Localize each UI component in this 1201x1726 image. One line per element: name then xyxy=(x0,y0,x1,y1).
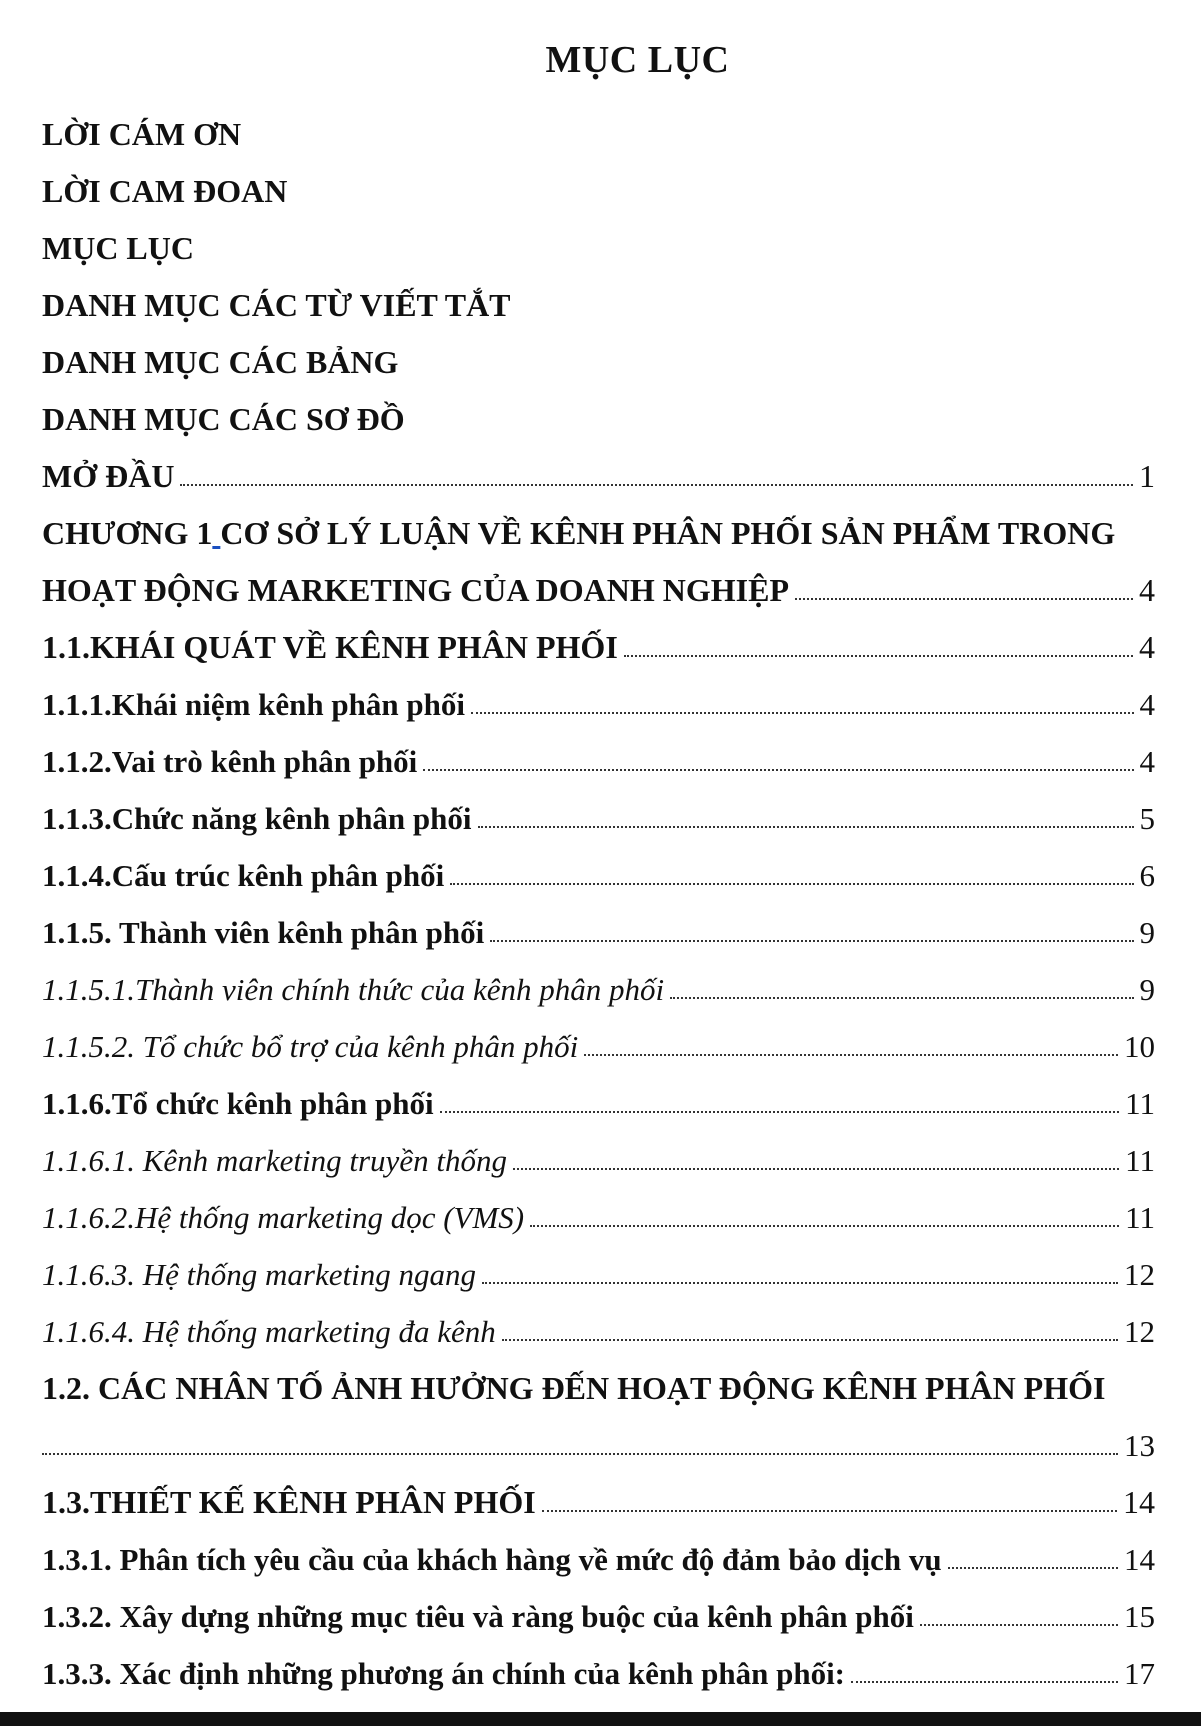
page-number: 9 xyxy=(1139,971,1155,1007)
dot-leader xyxy=(471,712,1134,714)
toc-entry-1-1-6-4[interactable] xyxy=(42,1293,1155,1350)
toc-entry-text: 1.1.3.Chức năng kênh phân phối xyxy=(42,800,472,836)
toc-entry-text: 1.2. CÁC NHÂN TỐ ẢNH HƯỞNG ĐẾN HOẠT ĐỘNG KÊNH PHÂN PHỐI xyxy=(42,1370,1106,1406)
toc-entry-loi-cam-doan[interactable] xyxy=(42,153,1155,210)
toc-entry-muc-luc[interactable] xyxy=(42,210,1155,267)
page-number: 12 xyxy=(1124,1256,1155,1292)
toc-entry-1-1-6-2[interactable] xyxy=(42,1179,1155,1236)
toc-entry-text: MỞ ĐẦU xyxy=(42,457,175,494)
dot-leader xyxy=(440,1111,1120,1113)
toc-entry-text: DANH MỤC CÁC BẢNG xyxy=(42,343,399,380)
dot-leader xyxy=(851,1681,1118,1683)
toc-entry-diagrams[interactable] xyxy=(42,381,1155,438)
page-number: 4 xyxy=(1139,571,1155,608)
page-number: 11 xyxy=(1125,1199,1155,1235)
page-number: 17 xyxy=(1124,1655,1155,1691)
dot-leader xyxy=(542,1510,1117,1512)
toc-entry-1-1-2[interactable] xyxy=(42,723,1155,780)
dot-leader xyxy=(450,883,1133,885)
toc-entry-text: LỜI CÁM ƠN xyxy=(42,115,242,152)
dot-leader xyxy=(670,997,1133,999)
page-number: 4 xyxy=(1139,743,1155,779)
dot-leader xyxy=(42,1453,1118,1455)
toc-entry-text: 1.3.2. Xây dựng những mục tiêu và ràng buộc của kênh phân phối xyxy=(42,1598,914,1634)
toc-entry-text: 1.1.6.2.Hệ thống marketing dọc (VMS) xyxy=(42,1199,525,1235)
toc-entry-1-3-3[interactable] xyxy=(42,1635,1155,1692)
toc-entry-1-1-6-1[interactable] xyxy=(42,1122,1155,1179)
chapter-number: CHƯƠNG 1 xyxy=(42,515,213,551)
toc-entry-text: 1.1.6.1. Kênh marketing truyền thống xyxy=(42,1142,507,1178)
toc-entry-text: 1.3.3. Xác định những phương án chính của kênh phân phối: xyxy=(42,1655,846,1691)
toc-entry-1-1-4[interactable] xyxy=(42,837,1155,894)
link-marker xyxy=(212,515,220,552)
page-number: 4 xyxy=(1139,628,1155,665)
toc-entry-loi-cam-on[interactable] xyxy=(42,96,1155,153)
toc-entry-text: 1.1.6.4. Hệ thống marketing đa kênh xyxy=(42,1313,496,1349)
dot-leader xyxy=(584,1054,1118,1056)
dot-leader xyxy=(624,655,1133,657)
toc-entry-text: LỜI CAM ĐOAN xyxy=(42,172,288,209)
toc-entry-tables[interactable] xyxy=(42,324,1155,381)
toc-entry-text: 1.1.5. Thành viên kênh phân phối xyxy=(42,914,485,950)
toc-entry-mo-dau[interactable] xyxy=(42,438,1155,495)
page-number: 6 xyxy=(1139,857,1155,893)
page-number: 15 xyxy=(1124,1598,1155,1634)
toc-entry-1-1-6[interactable] xyxy=(42,1065,1155,1122)
page-number: 13 xyxy=(1124,1427,1155,1463)
dot-leader xyxy=(502,1339,1118,1341)
dot-leader xyxy=(478,826,1134,828)
dot-leader xyxy=(482,1282,1118,1284)
dot-leader xyxy=(920,1624,1118,1626)
dot-leader xyxy=(180,484,1133,486)
toc-entry-1-1-5-2[interactable] xyxy=(42,1008,1155,1065)
page-number: 4 xyxy=(1139,686,1155,722)
chapter-title-part-1: CƠ SỞ LÝ LUẬN VỀ KÊNH PHÂN PHỐI SẢN PHẨM TRONG xyxy=(220,515,1116,551)
toc-entry-text: 1.1.6.Tổ chức kênh phân phối xyxy=(42,1085,434,1121)
toc-entry-chapter-1-line-2[interactable] xyxy=(42,552,1155,609)
page-number: 12 xyxy=(1124,1313,1155,1349)
toc-entry-1-1-1[interactable] xyxy=(42,666,1155,723)
toc-entry-text: MỤC LỤC xyxy=(42,229,194,266)
toc-entry-1-1[interactable] xyxy=(42,609,1155,666)
toc-entry-1-2-line-1[interactable] xyxy=(42,1350,1155,1407)
toc-entry-text: 1.1.2.Vai trò kênh phân phối xyxy=(42,743,418,779)
dot-leader xyxy=(513,1168,1119,1170)
toc-entry-text: 1.3.THIẾT KẾ KÊNH PHÂN PHỐI xyxy=(42,1483,536,1520)
page-number: 1 xyxy=(1139,457,1155,494)
page-number: 14 xyxy=(1123,1483,1155,1520)
page-title: MỤC LỤC xyxy=(545,39,730,81)
dot-leader xyxy=(530,1225,1119,1227)
page-bottom-border xyxy=(0,1712,1201,1726)
page-number: 10 xyxy=(1124,1028,1155,1064)
toc-entry-text: DANH MỤC CÁC TỪ VIẾT TẮT xyxy=(42,286,511,323)
toc-entry-1-1-5[interactable] xyxy=(42,894,1155,951)
toc-entry-1-2-line-2[interactable] xyxy=(42,1407,1155,1464)
toc-entry-1-3[interactable] xyxy=(42,1464,1155,1521)
toc-entry-chapter-1-line-1[interactable] xyxy=(42,495,1155,552)
dot-leader xyxy=(423,769,1133,771)
toc-entry-text: 1.1.1.Khái niệm kênh phân phối xyxy=(42,686,465,722)
toc-entry-text: 1.1.KHÁI QUÁT VỀ KÊNH PHÂN PHỐI xyxy=(42,628,618,665)
dot-leader xyxy=(795,598,1133,600)
page-number: 11 xyxy=(1125,1085,1155,1121)
table-of-contents xyxy=(42,96,1155,1692)
dot-leader xyxy=(490,940,1133,942)
toc-entry-text: DANH MỤC CÁC SƠ ĐỒ xyxy=(42,400,405,437)
toc-entry-text: 1.3.1. Phân tích yêu cầu của khách hàng về mức độ đảm bảo dịch vụ xyxy=(42,1541,942,1577)
page-number: 14 xyxy=(1124,1541,1155,1577)
toc-entry-1-1-6-3[interactable] xyxy=(42,1236,1155,1293)
toc-entry-1-3-2[interactable] xyxy=(42,1578,1155,1635)
page-number: 9 xyxy=(1139,914,1155,950)
toc-entry-1-3-1[interactable] xyxy=(42,1521,1155,1578)
toc-entry-text: 1.1.5.1.Thành viên chính thức của kênh phân phối xyxy=(42,971,665,1007)
dot-leader xyxy=(948,1567,1118,1569)
toc-entry-text: 1.1.5.2. Tổ chức bổ trợ của kênh phân phối xyxy=(42,1028,579,1064)
toc-entry-1-1-5-1[interactable] xyxy=(42,951,1155,1008)
toc-entry-text: 1.1.4.Cấu trúc kênh phân phối xyxy=(42,857,445,893)
chapter-title-part-2: HOẠT ĐỘNG MARKETING CỦA DOANH NGHIỆP xyxy=(42,571,790,608)
toc-entry-1-1-3[interactable] xyxy=(42,780,1155,837)
page-number: 5 xyxy=(1139,800,1155,836)
toc-entry-abbreviations[interactable] xyxy=(42,267,1155,324)
page-number: 11 xyxy=(1125,1142,1155,1178)
toc-entry-text: 1.1.6.3. Hệ thống marketing ngang xyxy=(42,1256,476,1292)
